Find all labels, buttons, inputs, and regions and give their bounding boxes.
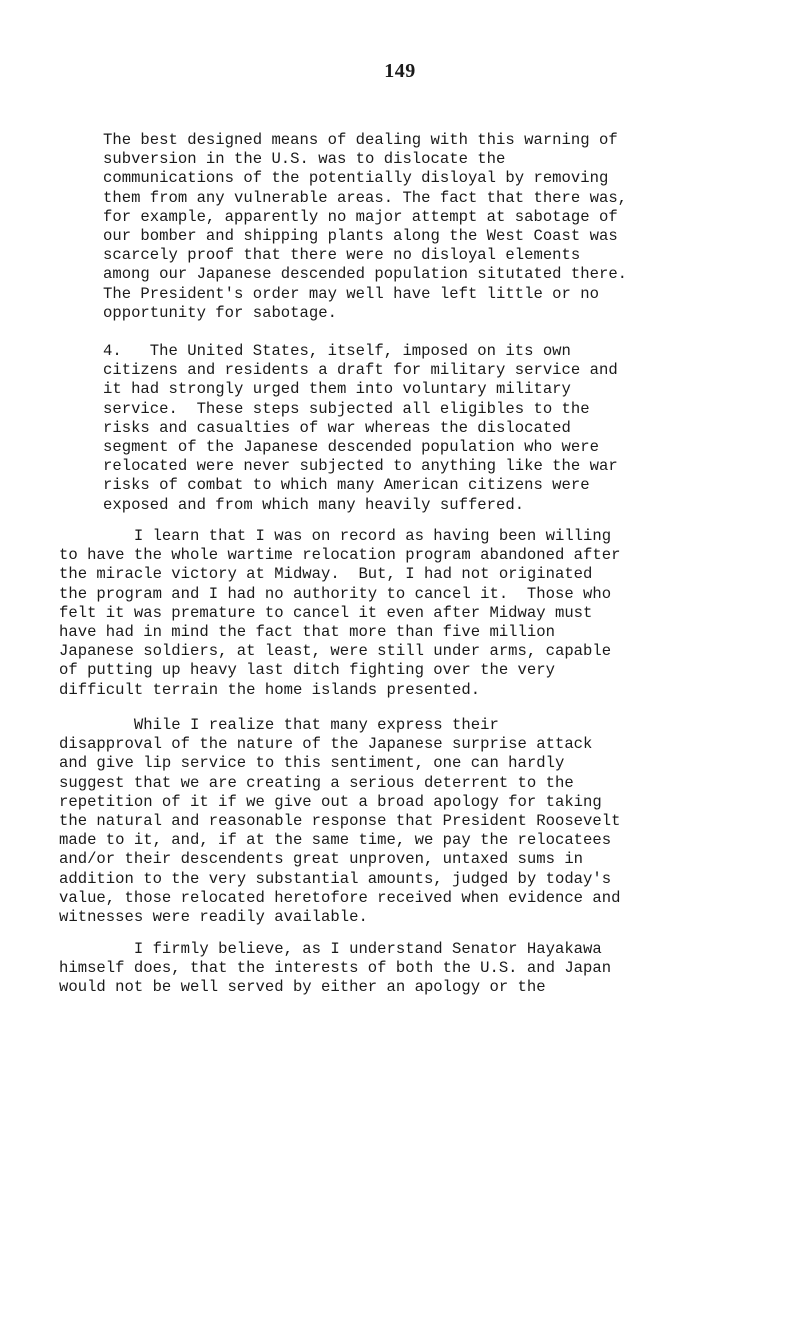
page-number: 149 xyxy=(384,60,416,82)
text-line: would not be well served by either an apology or the xyxy=(59,978,546,997)
text-line: them from any vulnerable areas. The fact that there was, xyxy=(103,188,628,207)
text-line: of putting up heavy last ditch fighting over the very xyxy=(59,661,555,680)
text-line: opportunity for sabotage. xyxy=(103,303,337,322)
text-line: difficult terrain the home islands presented. xyxy=(59,680,481,699)
text-line: risks of combat to which many American citizens were xyxy=(103,476,590,495)
text-line: and/or their descendents great unproven, untaxed sums in xyxy=(59,850,584,869)
text-line: witnesses were readily available. xyxy=(59,907,368,926)
text-line: repetition of it if we give out a broad apology for taking xyxy=(59,792,602,811)
text-line: relocated were never subjected to anything like the war xyxy=(103,457,618,476)
text-line: himself does, that the interests of both the U.S. and Japan xyxy=(59,959,612,978)
text-line: to have the whole wartime relocation program abandoned after xyxy=(59,546,621,565)
text-line: citizens and residents a draft for military service and xyxy=(103,361,618,380)
text-line: value, those relocated heretofore received when evidence and xyxy=(59,888,621,907)
text-line: for example, apparently no major attempt at sabotage of xyxy=(103,207,618,226)
text-line: have had in mind the fact that more than five million xyxy=(59,622,555,641)
paragraph-hayakawa xyxy=(59,940,611,998)
text-line: The President's order may well have left little or no xyxy=(103,284,599,303)
paragraph-subversion xyxy=(103,131,627,323)
text-line: I learn that I was on record as having been willing xyxy=(59,527,612,545)
text-line: scarcely proof that there were no disloyal elements xyxy=(103,246,581,265)
paragraph-midway xyxy=(59,527,620,700)
text-line: the program and I had no authority to cancel it. Those who xyxy=(59,584,612,603)
text-line: subversion in the U.S. was to dislocate the xyxy=(103,150,506,169)
text-line: segment of the Japanese descended population who were xyxy=(103,437,599,456)
text-line: the natural and reasonable response that President Roosevelt xyxy=(59,811,621,830)
text-line: 4. The United States, itself, imposed on its own xyxy=(103,342,571,360)
text-line: Japanese soldiers, at least, were still under arms, capable xyxy=(59,642,612,661)
text-line: The best designed means of dealing with this warning of xyxy=(103,131,618,149)
text-line: exposed and from which many heavily suffered. xyxy=(103,495,525,514)
text-line: among our Japanese descended population situtated there. xyxy=(103,265,628,284)
text-line: I firmly believe, as I understand Senator Hayakawa xyxy=(59,940,602,958)
text-line: and give lip service to this sentiment, one can hardly xyxy=(59,754,565,773)
text-line: made to it, and, if at the same time, we pay the relocatees xyxy=(59,831,612,850)
text-line: risks and casualties of war whereas the dislocated xyxy=(103,418,571,437)
text-line: While I realize that many express their xyxy=(59,716,499,734)
text-line: addition to the very substantial amounts, judged by today's xyxy=(59,869,612,888)
text-line: communications of the potentially disloyal by removing xyxy=(103,169,609,188)
text-line: it had strongly urged them into voluntary military xyxy=(103,380,571,399)
text-line: our bomber and shipping plants along the West Coast was xyxy=(103,226,618,245)
text-line: service. These steps subjected all eligibles to the xyxy=(103,399,590,418)
text-line: felt it was premature to cancel it even after Midway must xyxy=(59,603,593,622)
paragraph-draft-point-4 xyxy=(103,342,618,515)
text-line: the miracle victory at Midway. But, I had not originated xyxy=(59,565,593,584)
paragraph-apology-deterrent xyxy=(59,716,620,927)
text-line: disapproval of the nature of the Japanese surprise attack xyxy=(59,735,593,754)
text-line: suggest that we are creating a serious deterrent to the xyxy=(59,773,574,792)
